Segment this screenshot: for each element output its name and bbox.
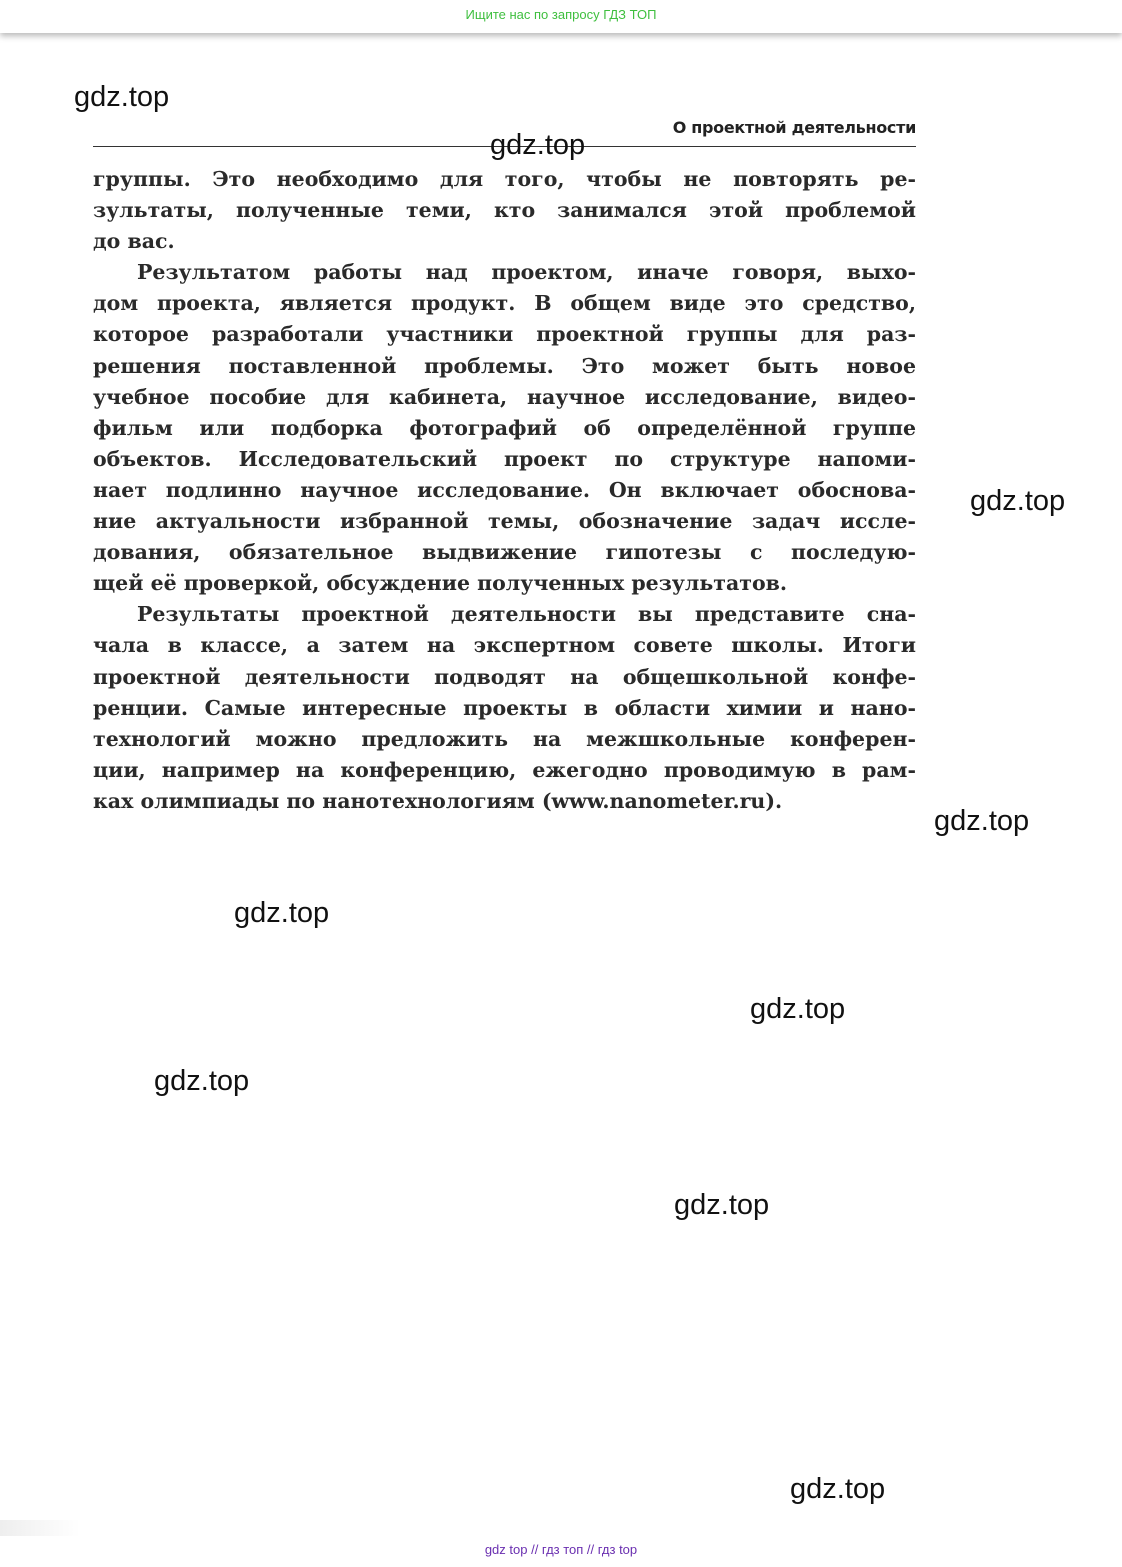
text-line: технологий можно предложить на межшкольные конферен- [93,726,916,751]
watermark: gdz.top [154,1065,250,1097]
text-line: проектной деятельности подводят на общешкольной конфе- [93,664,916,689]
watermark: gdz.top [74,81,170,113]
page-body-text [93,164,916,817]
text-line: дования, обязательное выдвижение гипотезы с последую- [93,540,916,565]
text-line: Результаты проектной деятельности вы представите сна- [137,602,916,627]
text-line: фильм или подборка фотографий об определённой группе [93,415,916,440]
running-head: О проектной деятельности [672,118,916,137]
watermark: gdz.top [790,1473,886,1505]
text-line: чала в классе, а затем на экспертном совете школы. Итоги [93,633,916,658]
watermark: gdz.top [934,805,1030,837]
text-line: решения поставленной проблемы. Это может быть новое [93,353,916,378]
watermark: gdz.top [234,897,330,929]
text-line: щей её проверкой, обсуждение полученных результатов. [93,571,788,596]
text-line: ках олимпиады по нанотехнологиям (www.nanometer.ru). [93,788,783,813]
watermark: gdz.top [970,485,1066,517]
watermark: gdz.top [750,993,846,1025]
corner-shade [0,1520,80,1536]
footer-links[interactable]: gdz top // гдз топ // гдз top [484,1542,638,1557]
text-line: которое разработали участники проектной группы для раз- [93,322,916,347]
text-line: учебное пособие для кабинета, научное исследование, видео- [93,384,916,409]
text-line: объектов. Исследовательский проект по структуре напоми- [93,446,916,471]
text-line: Результатом работы над проектом, иначе говоря, выхо- [137,260,916,285]
text-line: дом проекта, является продукт. В общем виде это средство, [93,291,916,316]
text-line: ренции. Самые интересные проекты в области химии и нано- [93,695,916,720]
text-line: ние актуальности избранной темы, обозначение задач иссле- [93,509,916,534]
watermark: gdz.top [490,129,586,161]
watermark: gdz.top [674,1189,770,1221]
top-banner [0,0,1122,33]
text-line: нает подлинно научное исследование. Он включает обоснова- [93,477,916,502]
top-banner-text: Ищите нас по запросу ГДЗ ТОП [465,7,657,22]
text-line: группы. Это необходимо для того, чтобы не повторять ре- [93,167,916,191]
text-line: зультаты, полученные теми, кто занимался этой проблемой [93,198,916,223]
text-line: ции, например на конференцию, ежегодно проводимую в рам- [93,757,916,782]
text-line: до вас. [93,229,175,254]
